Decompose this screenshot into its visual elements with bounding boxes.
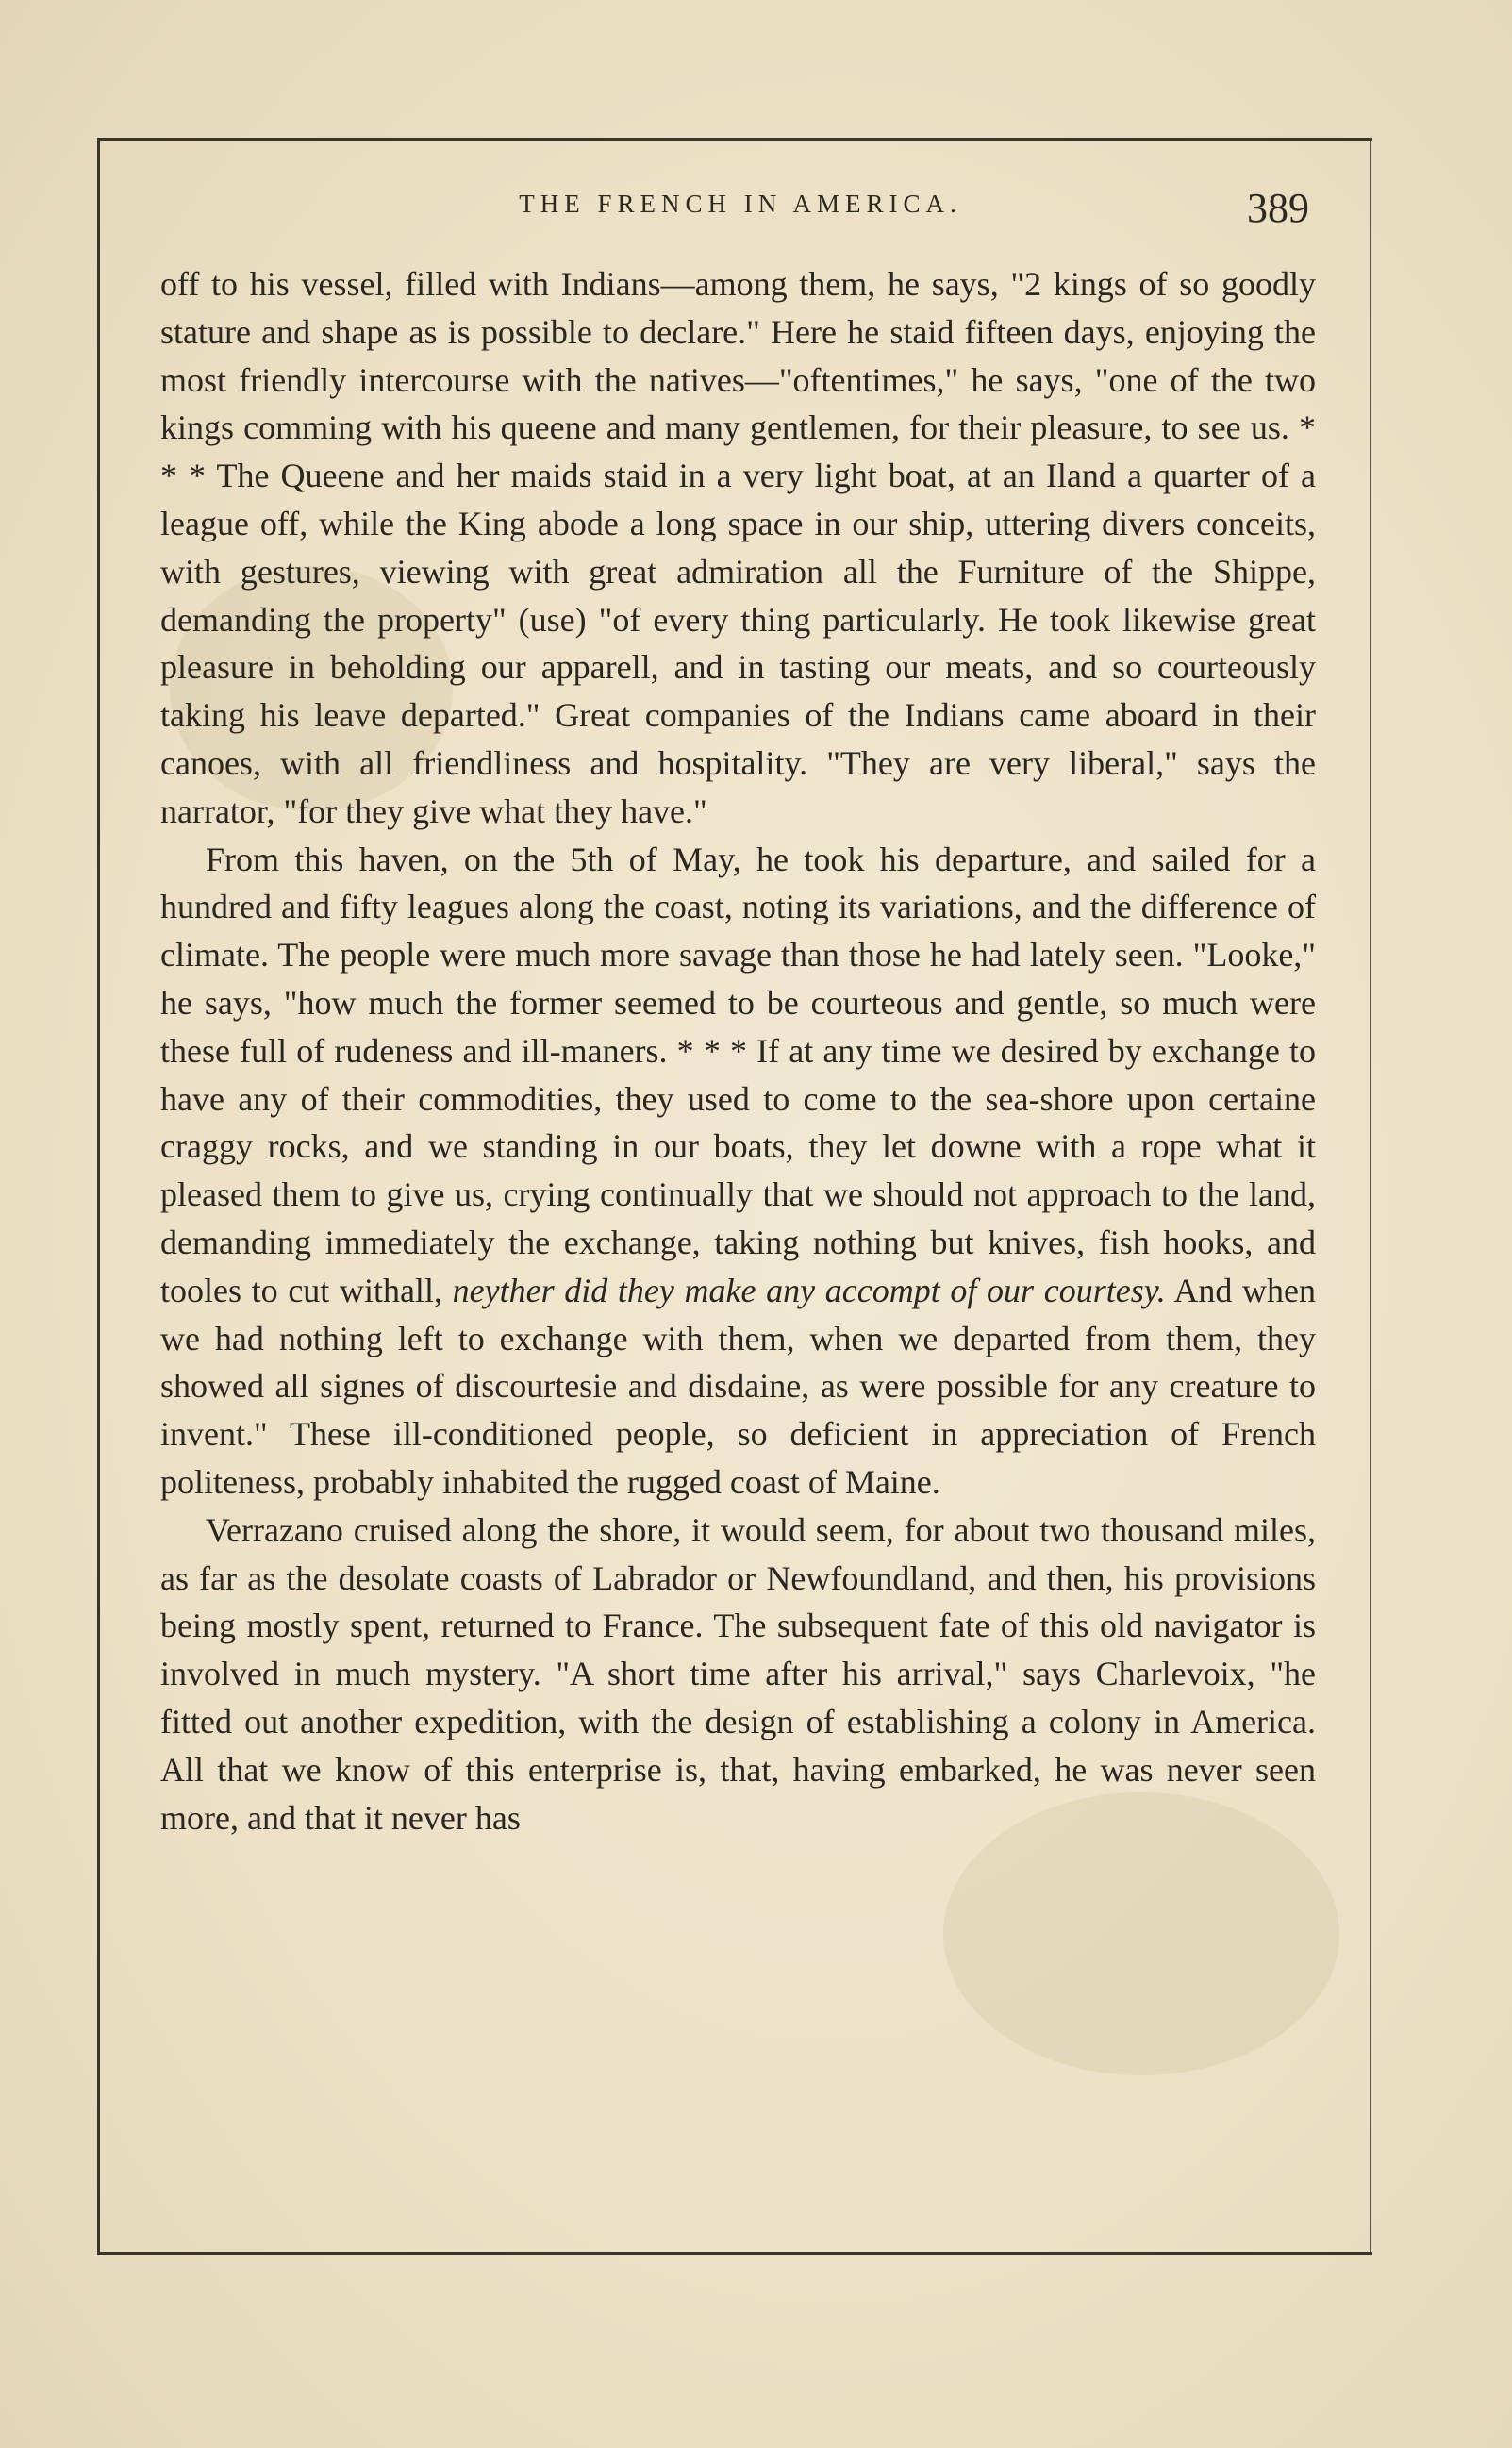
- page-number: 389: [1247, 185, 1309, 231]
- page-frame-left: [97, 138, 100, 2255]
- running-head: [160, 184, 1321, 241]
- italic-quotation: neyther did they make any accompt of our courtesy.: [452, 1271, 1166, 1309]
- page-frame-bottom: [97, 2252, 1372, 2255]
- paragraph-text: And when we had nothing left to exchange with them, when we departed from them, they showed all signes of discourtesie and disdaine, as were possible for any creature to invent." These ill-conditioned people, so deficient in appreciation of French politeness, probably inhabited the rugged coast of Maine.: [160, 1271, 1317, 1501]
- paragraph-text: off to his vessel, filled with Indians—among them, he says, "2 kings of so goodly stature and shape as is possible to declare." Here he staid fifteen days, enjoying the most friendly intercourse with the natives—"oftentimes," he says, "one of the two kings comming with his queene and many gentlemen, for their pleasure, to see us. * * * The Queene and her maids staid in a very light boat, at an Iland a quarter of a league off, while the King abode a long space in our ship, uttering divers conceits, with gestures, viewing with great admiration all the Furniture of the Shippe, demanding the property" (use) "of every thing particularly. He took likewise great pleasure in beholding our apparell, and in tasting our meats, and so courteously taking his leave departed." Great companies of the Indians came aboard in their canoes, with all friendliness and hospitality. "They are very liberal," says the narrator, "for they give what they have.": [160, 265, 1316, 830]
- paragraph: [160, 1507, 1316, 1842]
- body-text: [160, 260, 1316, 1841]
- paragraph-text: Verrazano cruised along the shore, it would seem, for about two thousand miles, as far as the desolate coasts of Labrador or Newfoundland, and then, his provisions being mostly spent, returned to France. The subsequent fate of this old navigator is involved in much mystery. "A short time after his arrival," says Charlevoix, "he fitted out another expedition, with the design of establishing a colony in America. All that we know of this enterprise is, that, having embarked, he was never seen more, and that it never has: [160, 1510, 1316, 1837]
- paragraph: [160, 836, 1316, 1507]
- page-frame-top: [97, 138, 1372, 141]
- paragraph: [160, 260, 1316, 836]
- running-head-title: THE FRENCH IN AMERICA.: [519, 190, 962, 218]
- page-frame-right: [1370, 138, 1371, 2255]
- paragraph-text: From this haven, on the 5th of May, he took his departure, and sailed for a hundred and fifty leagues along the coast, noting its variations, and the difference of climate. The people were much more savage than those he had lately seen. "Looke," he says, "how much the former seemed to be courteous and gentle, so much were these full of rudeness and ill-maners. * * * If at any time we desired by exchange to have any of their commodities, they used to come to the sea-shore upon certaine craggy rocks, and we standing in our boats, they let downe with a rope what it pleased them to give us, crying continually that we should not approach to the land, demanding immediately the exchange, taking nothing but knives, fish hooks, and tooles to cut withall,: [160, 840, 1316, 1309]
